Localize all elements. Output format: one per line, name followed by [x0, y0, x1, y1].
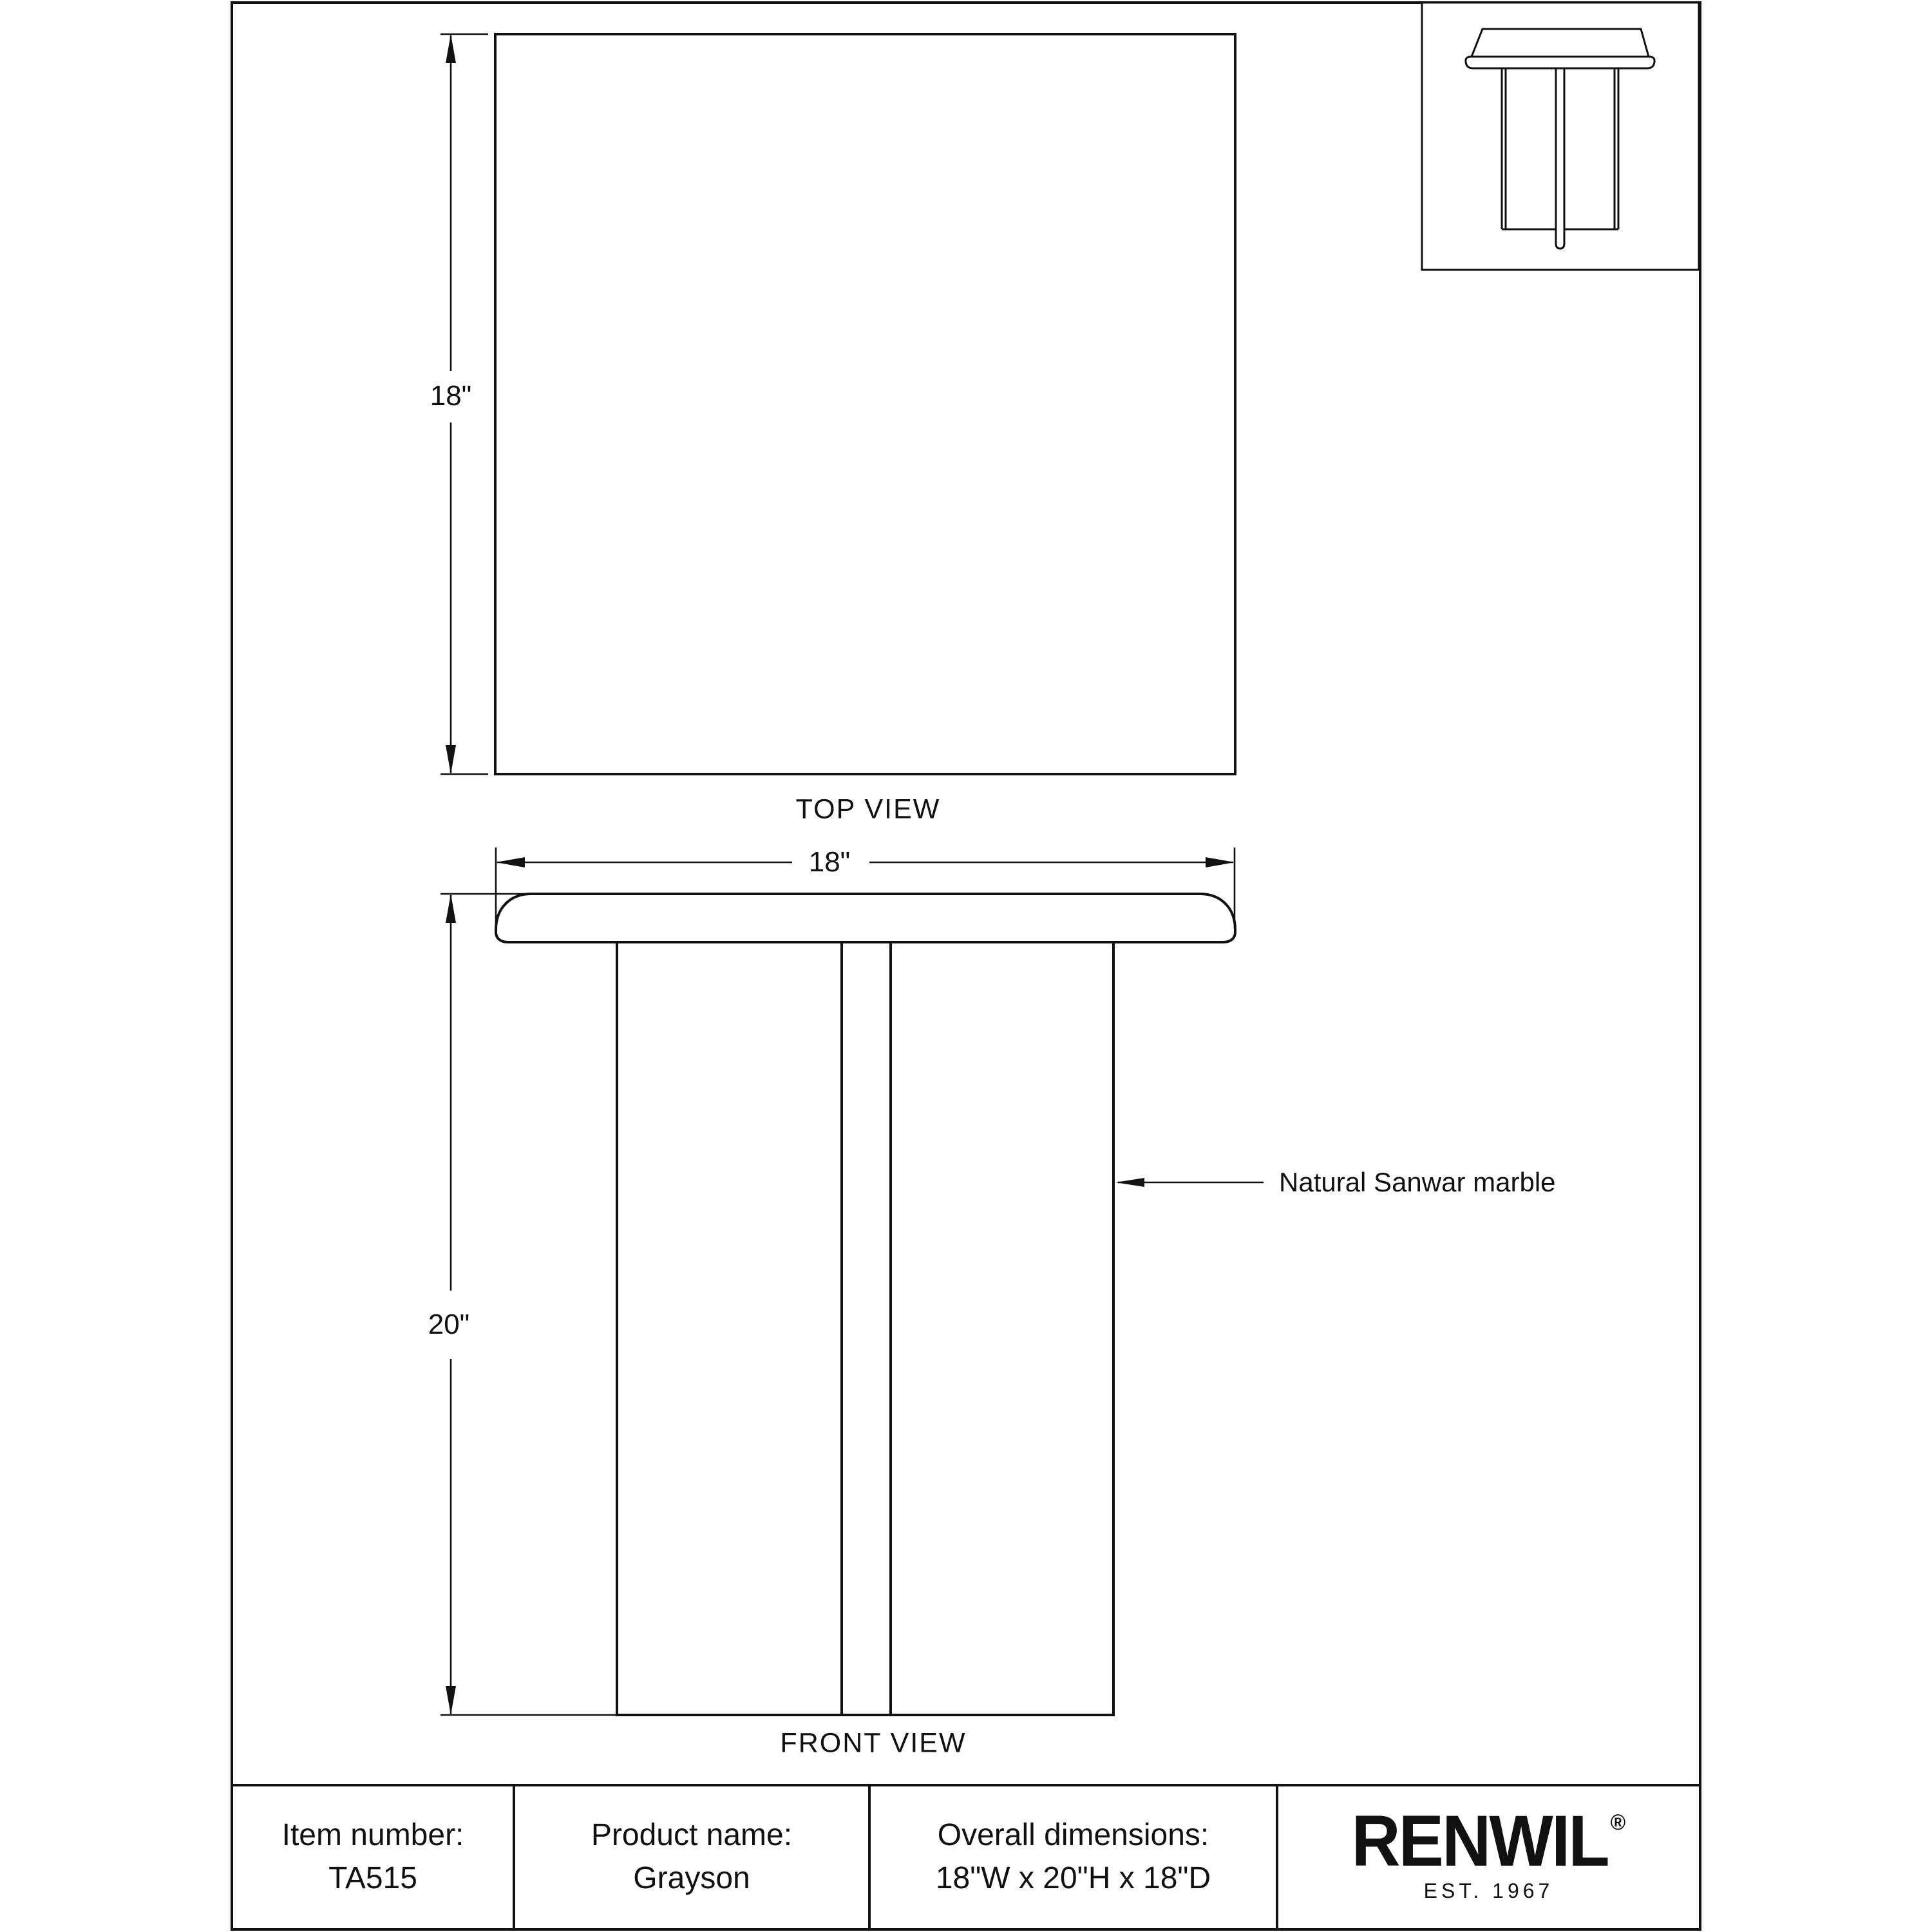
- product-name-label: Product name:: [591, 1818, 793, 1853]
- thumbnail-tabletop-rim: [1466, 57, 1654, 68]
- item-number-value: TA515: [328, 1861, 417, 1895]
- product-name-value: Grayson: [633, 1861, 750, 1895]
- arrowhead-left-icon: [1115, 1178, 1144, 1187]
- registered-trademark-icon: ®: [1610, 1810, 1626, 1835]
- overall-dimensions-label: Overall dimensions:: [937, 1818, 1209, 1853]
- footer-cell-brand: [1277, 1786, 1700, 1928]
- front-view-width-dim-label: 18": [805, 846, 855, 878]
- item-number-label: Item number:: [281, 1818, 464, 1853]
- top-view-label: TOP VIEW: [795, 793, 941, 825]
- arrowhead-left-icon: [496, 857, 525, 867]
- top-view-depth-dim-label: 18": [426, 380, 476, 412]
- material-callout-leader: [1115, 1178, 1264, 1187]
- front-view-outline: [496, 894, 1235, 1715]
- front-view-height-dimension: [440, 894, 616, 1715]
- front-view-label: FRONT VIEW: [780, 1727, 967, 1759]
- footer-cell-dimensions: [869, 1786, 1277, 1928]
- brand-tagline: EST. 1967: [1423, 1879, 1554, 1903]
- front-view-height-dim-label: 20": [424, 1309, 474, 1341]
- overall-dimensions-value: 18"W x 20"H x 18"D: [935, 1861, 1211, 1895]
- arrowhead-down-icon: [446, 745, 456, 774]
- thumbnail-tabletop-face: [1472, 29, 1649, 57]
- top-view-outline: [495, 34, 1235, 774]
- brand-logo: [1351, 1800, 1626, 1881]
- brand-wordmark: RENWIL: [1351, 1800, 1608, 1881]
- material-callout-text: Natural Sanwar marble: [1279, 1167, 1556, 1197]
- arrowhead-down-icon: [446, 1686, 456, 1715]
- arrowhead-up-icon: [446, 894, 456, 923]
- front-view-leg-assembly: [617, 942, 1113, 1715]
- arrowhead-up-icon: [446, 34, 456, 63]
- front-view-tabletop: [496, 894, 1235, 942]
- footer-cell-product-name: [514, 1786, 869, 1928]
- footer-cell-item-number: [234, 1786, 511, 1928]
- arrowhead-right-icon: [1206, 857, 1235, 867]
